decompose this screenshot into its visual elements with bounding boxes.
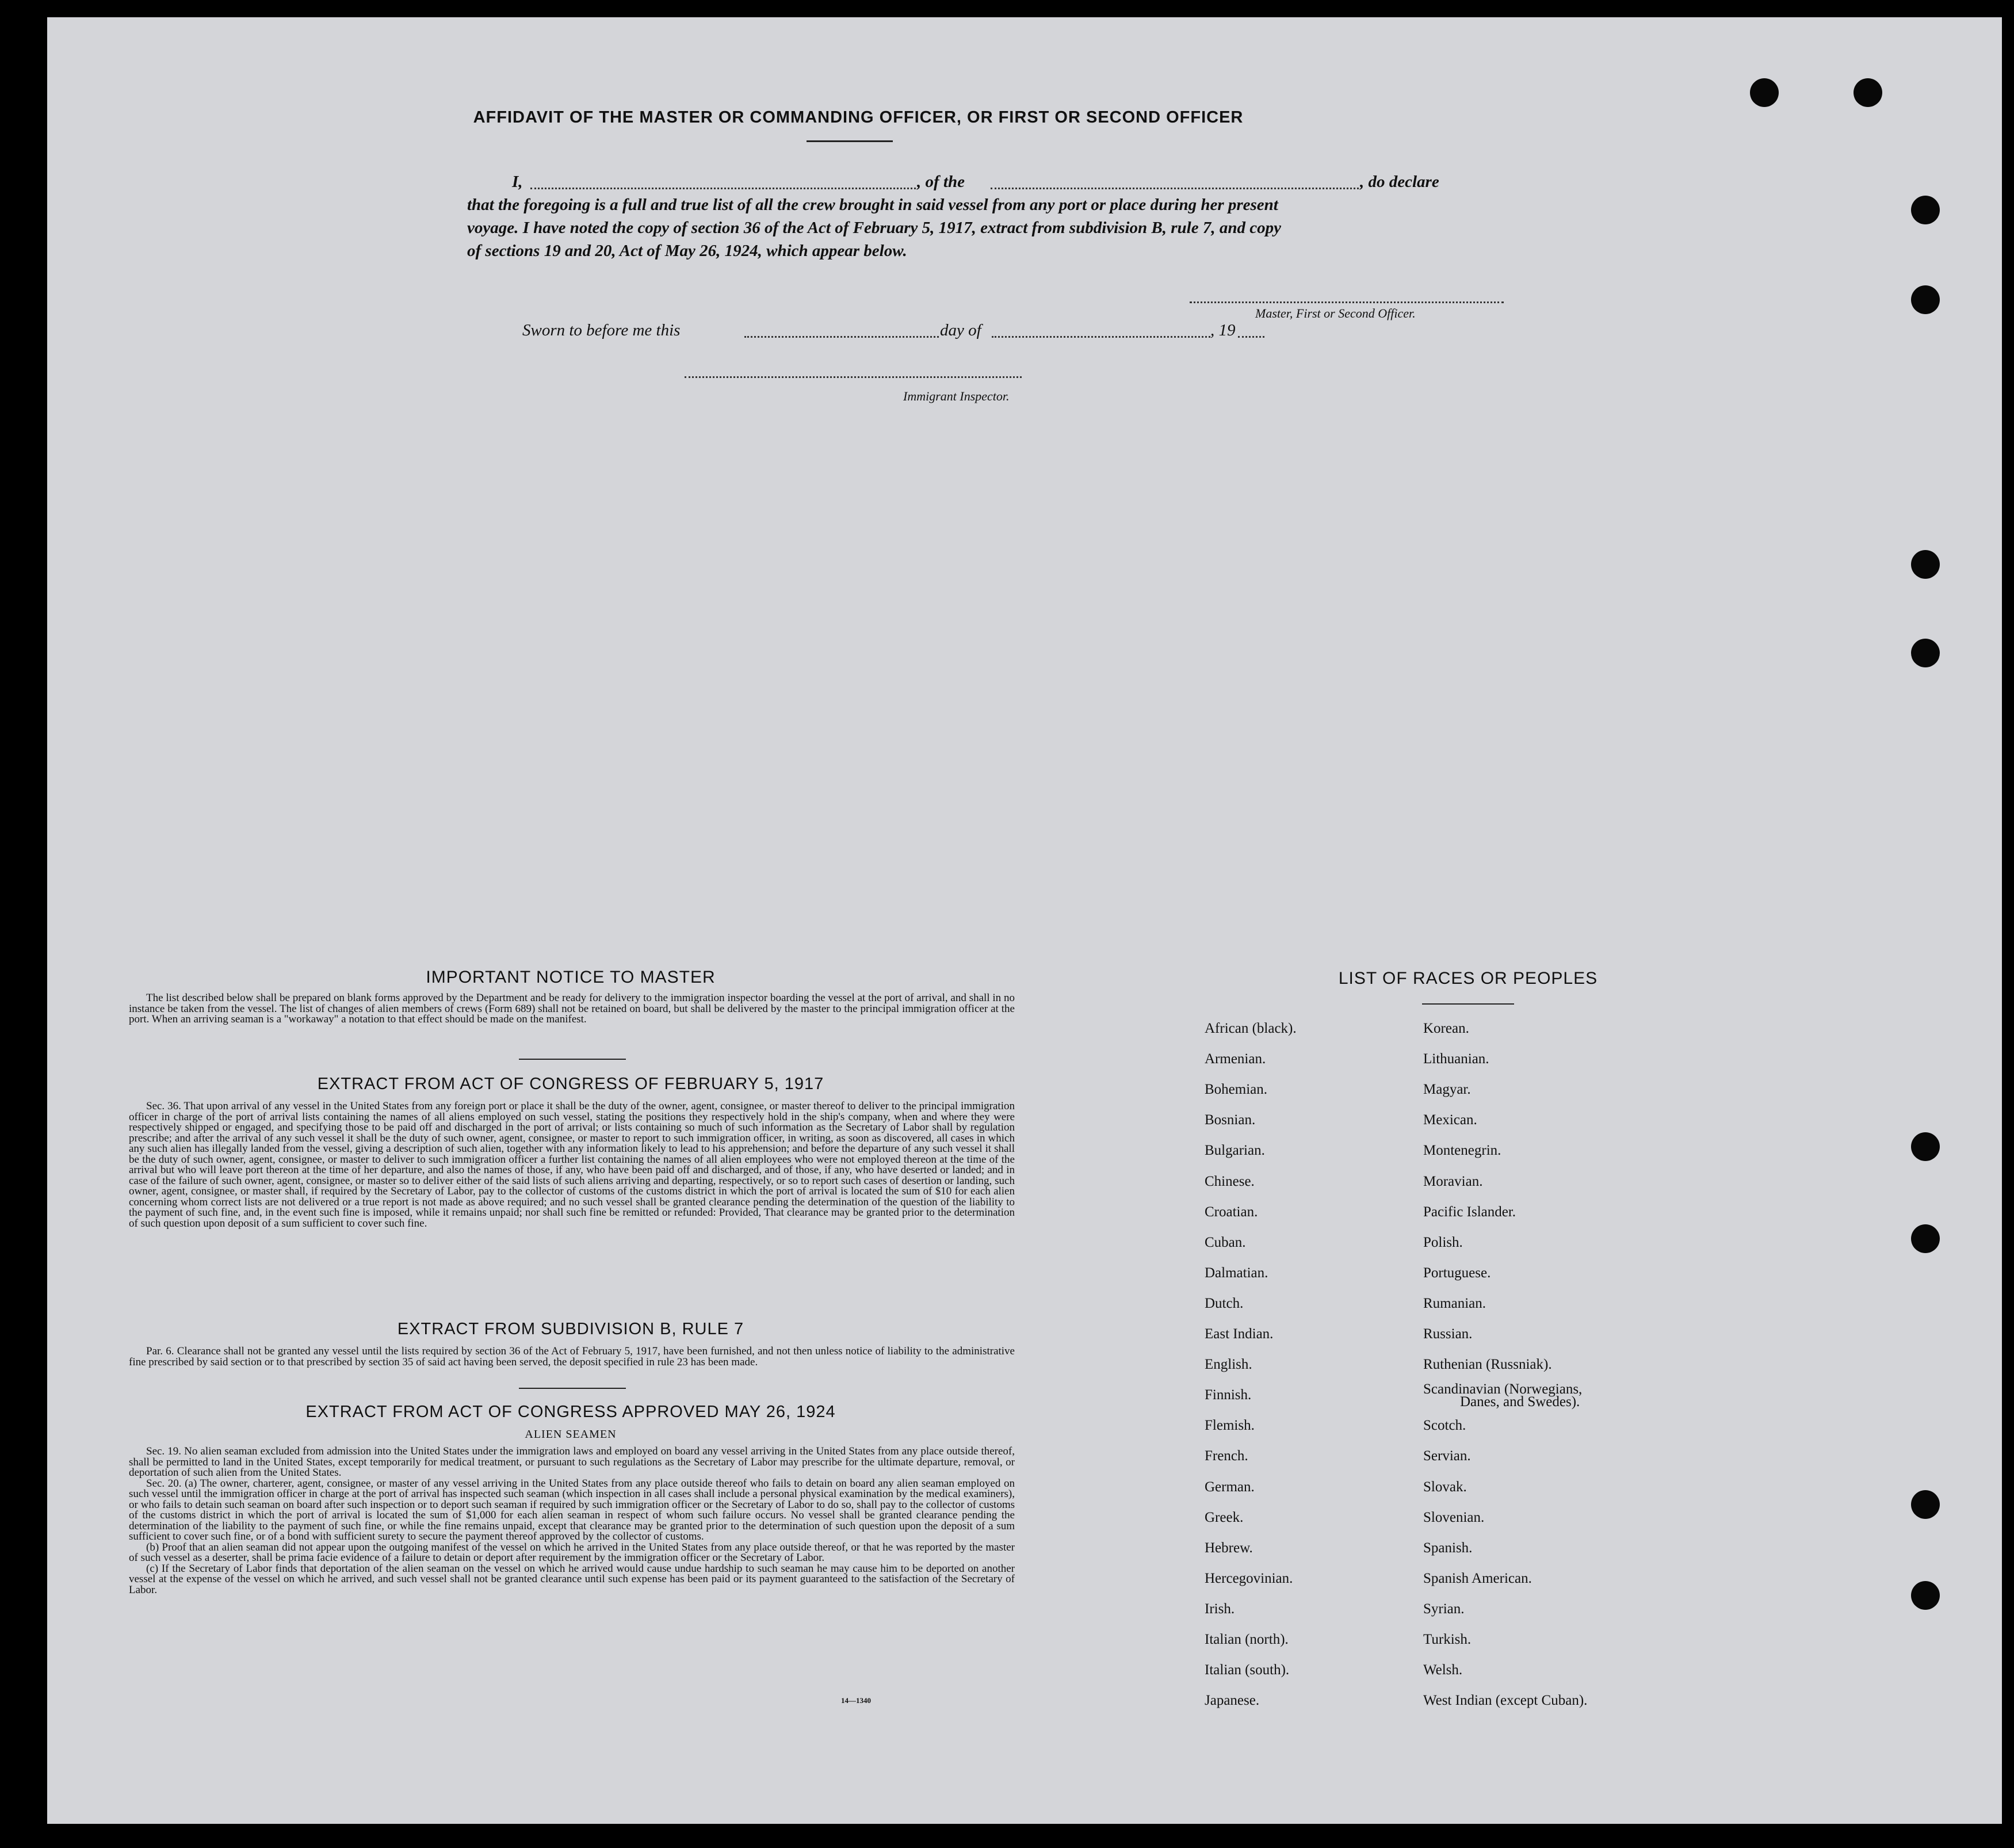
divider — [807, 140, 893, 142]
race-item: Lithuanian. — [1423, 1051, 1489, 1067]
race-item: African (black). — [1205, 1021, 1297, 1036]
divider — [1422, 1003, 1514, 1005]
race-item: Pacific Islander. — [1423, 1204, 1516, 1220]
extract-1917-body — [129, 1101, 1015, 1229]
race-item: French. — [1205, 1448, 1248, 1464]
of-the-label: , of the — [917, 173, 965, 191]
race-item: Bohemian. — [1205, 1082, 1268, 1098]
race-item: Dalmatian. — [1205, 1265, 1268, 1281]
race-item: Flemish. — [1205, 1418, 1255, 1434]
race-item: Chinese. — [1205, 1173, 1255, 1189]
race-item: Magyar. — [1423, 1082, 1471, 1098]
officer-caption: Master, First or Second Officer. — [1255, 306, 1416, 320]
race-item-continuation: Danes, and Swedes). — [1460, 1394, 1580, 1410]
do-declare-label: , do declare — [1360, 173, 1439, 191]
race-item: Italian (north). — [1205, 1632, 1289, 1647]
race-item: Armenian. — [1205, 1051, 1266, 1067]
form-number: 14—1340 — [841, 1696, 871, 1705]
race-item: Japanese. — [1205, 1693, 1260, 1709]
punch-hole-icon — [1750, 78, 1779, 107]
punch-hole-icon — [1854, 78, 1882, 107]
extract-1917-title: EXTRACT FROM ACT OF CONGRESS OF FEBRUARY 5, 1917 — [317, 1075, 824, 1093]
race-item: Mexican. — [1423, 1112, 1477, 1128]
inspector-caption: Immigrant Inspector. — [903, 389, 1010, 403]
race-item: Russian. — [1423, 1326, 1473, 1342]
punch-hole-icon — [1911, 1581, 1940, 1610]
punch-hole-icon — [1911, 1224, 1940, 1253]
race-item: Montenegrin. — [1423, 1143, 1501, 1159]
race-item: Ruthenian (Russniak). — [1423, 1357, 1552, 1373]
vessel-name-field[interactable] — [991, 173, 1359, 189]
race-item: German. — [1205, 1479, 1255, 1495]
race-item: Portuguese. — [1423, 1265, 1491, 1281]
race-item: Hebrew. — [1205, 1540, 1253, 1556]
race-item: English. — [1205, 1357, 1252, 1373]
divider — [519, 1388, 626, 1389]
race-item: Syrian. — [1423, 1601, 1465, 1617]
race-item: Italian (south). — [1205, 1662, 1290, 1678]
race-item: Scotch. — [1423, 1418, 1466, 1434]
race-item: Cuban. — [1205, 1234, 1246, 1250]
punch-hole-icon — [1911, 639, 1940, 667]
sworn-label: Sworn to before me this — [522, 321, 681, 339]
rule-7-body — [129, 1346, 1015, 1368]
race-item: Slovak. — [1423, 1479, 1467, 1495]
year-prefix: , 19 — [1210, 321, 1236, 339]
race-item: Finnish. — [1205, 1387, 1252, 1403]
sworn-month-field[interactable] — [992, 321, 1210, 338]
race-item: Servian. — [1423, 1448, 1471, 1464]
notice-text: The list described below shall be prepared on blank forms approved by the Department and be ready for delivery to the immigration inspector boarding the vessel at the port of arrival, and shall in no instance be taken from the vessel. The list of changes of alien members of crews (Form 689) shall not be retained on board, but shall be delivered by the master to the principal immigration officer at the port. When an arriving seaman is a "workaway" a notation to that effect should be made on the manifest. — [129, 992, 1015, 1025]
race-item: Croatian. — [1205, 1204, 1258, 1220]
punch-hole-icon — [1911, 1490, 1940, 1519]
races-title: LIST OF RACES OR PEOPLES — [1338, 969, 1598, 988]
race-item: Scandinavian (Norwegians, — [1423, 1381, 1583, 1398]
race-item: Dutch. — [1205, 1295, 1244, 1311]
notice-body — [129, 993, 1015, 1025]
punch-hole-icon — [1911, 196, 1940, 224]
divider — [519, 1059, 626, 1060]
race-item: East Indian. — [1205, 1326, 1274, 1342]
punch-hole-icon — [1911, 1132, 1940, 1161]
officer-signature-field[interactable] — [1190, 298, 1504, 303]
race-item: Slovenian. — [1423, 1509, 1485, 1525]
section-19-text: Sec. 19. No alien seaman excluded from admission into the United States under the immigration laws and employed on board any vessel arriving in the United States from any place outside thereof, shall be permitted to land in the United States, except temporarily for medical treatment, or pursuant to such regulations as the Secretary of Labor may prescribe for the ultimate departure, removal, or deportation of such alien from the United States. — [129, 1445, 1015, 1479]
affidavit-line-3: voyage. I have noted the copy of section 36 of the Act of February 5, 1917, extract from subdivision B, rule 7, and copy — [467, 219, 1281, 237]
race-item: Moravian. — [1423, 1173, 1483, 1189]
inspector-signature-field[interactable] — [685, 373, 1022, 378]
race-item: Welsh. — [1423, 1662, 1463, 1678]
race-item: Hercegovinian. — [1205, 1570, 1293, 1586]
section-36-text: Sec. 36. That upon arrival of any vessel in the United States from any foreign port or place it shall be the duty of the owner, agent, consignee, or master thereof to deliver to the principal immigration officer in charge of the port of arrival lists containing the names of all aliens employed on such vessel, stating the positions they respectively hold in the ship's company, when and where they were respectively shipped or engaged, and specifying those to be paid off and discharged in the port of arrival; or lists containing so much of such information as the Secretary of Labor shall by regulation prescribe; and after the arrival of any such vessel it shall be the duty of such owner, agent, consignee, or master to report to such immigration officer, in writing, as soon as discovered, all cases in which any such alien has illegally landed from the vessel, giving a description of such alien, together with any information likely to lead to his apprehension; and before the departure of any such vessel it shall be the duty of such owner, agent, consignee, or master to deliver to such immigration officer a further list containing the names of all alien employees who were not employed thereon at the time of the arrival but who will leave port thereon at the time of her departure, and also the names of those, if any, who have been paid off and discharged, and of those, if any, who have deserted or landed; and in case of the failure of such owner, agent, consignee, or master so to deliver either of the said lists of such aliens arriving and departing, respectively, or so to report such cases of desertion or landing, such owner, agent, consignee, or master shall, if required by the Secretary of Labor, pay to the collector of customs of the customs district in which the port of arrival is located the sum of $10 for each alien concerning whom correct lists are not delivered or a true report is not made as above required; and no such vessel shall be granted clearance pending the determination of the question of the liability to the payment of such fine, and, in the event such fine is imposed, while it remains unpaid; nor shall such fine be remitted or refunded: Provided, That clearance may be granted prior to the determination of such question upon deposit of a sum sufficient to cover such fine. — [129, 1100, 1015, 1230]
punch-hole-icon — [1911, 285, 1940, 314]
sworn-year-field[interactable] — [1238, 321, 1264, 338]
race-item: Spanish. — [1423, 1540, 1473, 1556]
section-20a-text: Sec. 20. (a) The owner, charterer, agent, consignee, or master of any vessel arriving in the United States from any place outside thereof who fails to detain on board any alien seaman employed on such vessel until the immigration officer in charge at the port of arrival has inspected such seaman (which inspection in all cases shall include a personal physical examination by the medical examiners), or who fails to detain such seaman on board after such inspection or to deport such seaman if required by such immigration officer or the Secretary of Labor to do so, shall pay to the collector of customs of the customs district in which the port of arrival is located the sum of $1,000 for each alien seaman in respect of whom such failure occurs. No vessel shall be granted clearance pending the determination of the liability to the payment of such fine, or while the fine remains unpaid, except that clearance may be granted prior to the determination of such question upon the deposit of a sum sufficient to cover such fine, or of a bond with sufficient surety to secure the payment thereof approved by the collector of customs. — [129, 1477, 1015, 1542]
affidavit-first-line — [512, 173, 523, 192]
race-item: Bosnian. — [1205, 1112, 1256, 1128]
affidavit-line-2: that the foregoing is a full and true list of all the crew brought in said vessel from any port or place during her present — [467, 196, 1278, 214]
sworn-day-field[interactable] — [744, 321, 939, 338]
race-item: Korean. — [1423, 1021, 1469, 1036]
section-20c-text: (c) If the Secretary of Labor finds that deportation of the alien seaman on the vessel on which he arrived would cause undue hardship to such seaman he may cause him to be deported on another vessel at the expense of the vessel on which he arrived, and such vessel shall not be granted clearance until such expense has been paid or its payment guaranteed to the satisfaction of the Secretary of Labor. — [129, 1562, 1015, 1596]
extract-1924-body — [129, 1446, 1015, 1595]
declarant-name-field[interactable] — [530, 173, 916, 189]
race-item: Rumanian. — [1423, 1295, 1486, 1311]
race-item: West Indian (except Cuban). — [1423, 1693, 1588, 1709]
race-item: Turkish. — [1423, 1632, 1472, 1647]
race-item: Polish. — [1423, 1234, 1463, 1250]
extract-1924-title: EXTRACT FROM ACT OF CONGRESS APPROVED MAY 26, 1924 — [305, 1403, 836, 1421]
affidavit-title: AFFIDAVIT OF THE MASTER OR COMMANDING OFFICER, OR FIRST OR SECOND OFFICER — [473, 108, 1244, 127]
affidavit-line-4: of sections 19 and 20, Act of May 26, 1924, which appear below. — [467, 242, 907, 260]
race-item: Greek. — [1205, 1509, 1244, 1525]
paragraph-6-text: Par. 6. Clearance shall not be granted any vessel until the lists required by section 36 of the Act of February 5, 1917, have been furnished, and not then unless notice of liability to the administrative fine prescribed by said section or to that prescribed by section 35 of said act having been served, the deposit specified in rule 23 has been made. — [129, 1345, 1015, 1368]
race-item: Bulgarian. — [1205, 1143, 1265, 1159]
notice-title: IMPORTANT NOTICE TO MASTER — [426, 968, 716, 987]
punch-hole-icon — [1911, 550, 1940, 579]
form-sheet — [47, 17, 2002, 1824]
day-of-label: day of — [940, 321, 981, 339]
race-item: Irish. — [1205, 1601, 1235, 1617]
race-item: Spanish American. — [1423, 1570, 1532, 1586]
i-label: I, — [512, 173, 523, 191]
rule-7-title: EXTRACT FROM SUBDIVISION B, RULE 7 — [397, 1320, 744, 1338]
section-20b-text: (b) Proof that an alien seaman did not appear upon the outgoing manifest of the vessel on which he arrived in the United States from any place outside thereof, or that he was reported by the master of such vessel as a deserter, shall be prima facie evidence of a failure to detain or deport after requirement by the immigration officer or the Secretary of Labor. — [129, 1541, 1015, 1564]
alien-seamen-subtitle: ALIEN SEAMEN — [525, 1428, 617, 1441]
